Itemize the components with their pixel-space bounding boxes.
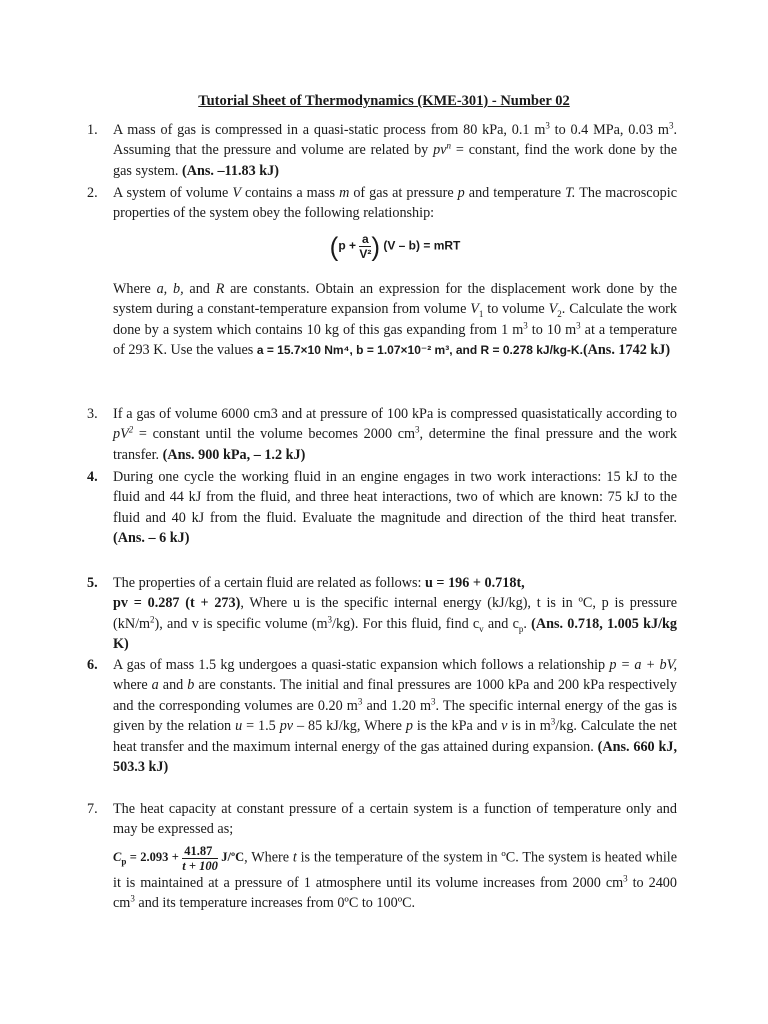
question-text: A mass of gas is compressed in a quasi-static process from 80 kPa, 0.1 $m^3$ to 0.4 MPa, 0.03 $m^3$. Assuming that the pressure and volume are related by $pv^n$ = constant, find the work done by the gas system. (Ans. –11.83 kJ) (113, 120, 677, 179)
question-3 (89, 404, 677, 465)
question-text-cont: Where a, b, and R are constants. Obtain an expression for the displacement work done by the system during a constant-temperature expansion from volume $V_1$ to volume $V_2$. Calculate the work done by a system which contains 10 kg of this gas expanding from 1 $m^3$ to 10 $m^3$ at a temperature of 293 K. Use the values a = 15.7×10 Nm⁴, b = 1.07×10⁻² m³, and R = 0.278 kJ/kg-K.(Ans. 1742 kJ) (113, 280, 677, 359)
question-2 (89, 183, 677, 360)
answer: (Ans. 1742 kJ) (582, 342, 671, 359)
question-number: 5. (87, 575, 98, 591)
question-text: During one cycle the working fluid in an engine engages in two work interactions: 15 kJ to the fluid and 44 kJ from the fluid, and three heat interactions, two of which are known: 75 kJ to the fluid and 40 kJ from the fluid. Evaluate the magnitude and direction of the third heat transfer. (Ans. – 6 kJ) (113, 469, 677, 547)
question-text: The heat capacity at constant pressure of a certain system is a function of temperature only and may be expressed as; (113, 801, 677, 838)
question-number: 6. (87, 657, 98, 673)
question-text: A gas of mass 1.5 kg undergoes a quasi-static expansion which follows a relationship p = a + bV, where a and b are constants. The initial and final pressures are 1000 kPa and 200 kPa respectively and the corresponding volumes are 0.20 $m^3$ and 1.20 $m^3$. The specific internal energy of the gas is given by the relation u = 1.5 pv – 85 kJ/kg, Where p is the kPa and v is in $m^3/kg$. Calculate the net heat transfer and the maximum internal energy of the gas attained during expansion. (Ans. 660 kJ, 503.3 kJ) (113, 657, 677, 776)
question-text: The properties of a certain fluid are related as follows: u = 196 + 0.718t, pv = 0.287 (t + 273), Where u is the specific internal energy (kJ/kg), t is in ºC, p is pressure $(kN/m^2)$, and v is specific volume $(m^3/kg)$. For this fluid, find $c_v$ and $c_p$. (Ans. 0.718, 1.005 kJ/kg K) (113, 575, 677, 653)
answer: (Ans. 660 kJ, 503.3 kJ) (113, 738, 677, 776)
question-6 (89, 655, 677, 777)
question-number: 7. (87, 801, 98, 817)
question-text: If a gas of volume 6000 cm3 and at pressure of 100 kPa is compressed quasistatically according to $pV^2$ = constant until the volume becomes 2000 $cm^3$, determine the final pressure and the work transfer. (Ans. 900 kPa, – 1.2 kJ) (113, 406, 677, 463)
answer: (Ans. – 6 kJ) (113, 530, 190, 547)
answer: (Ans. 0.718, 1.005 kJ/kg K) (113, 615, 677, 653)
question-1 (89, 120, 677, 181)
question-text: A system of volume V contains a mass m of gas at pressure p and temperature T. The macroscopic properties of the system obey the following relationship: (113, 185, 677, 222)
van-der-waals-equation: (p + $\frac{a}{\text{V²}}$ ) (V – b) = mRT (329, 231, 461, 262)
question-text-cont: $C_p = 2.093$ + $\frac{41.87}{t + 100}$ J/ºC, Where t is the temperature of the system in ºC. The system is heated while it is maintained at a pressure of 1 atmosphere until its volume increases from 2000 $cm^3$ to 2400 $cm^3$ and its temperature increases from 0ºC to 100ºC. (113, 843, 678, 912)
question-4 (89, 467, 677, 549)
question-5 (89, 573, 677, 655)
question-7 (89, 799, 677, 914)
question-number: 2. (87, 185, 98, 201)
question-number: 3. (87, 406, 98, 422)
answer: (Ans. 900 kPa, – 1.2 kJ) (162, 446, 306, 463)
answer: (Ans. –11.83 kJ) (181, 162, 279, 179)
question-number: 4. (87, 469, 98, 485)
question-number: 1. (87, 122, 98, 138)
page-title: Tutorial Sheet of Thermodynamics (KME-301) - Number 02 (198, 93, 570, 109)
heat-capacity-equation: $C_p = 2.093$ + $\frac{41.87}{t + 100}$ J/ºC (113, 843, 245, 873)
